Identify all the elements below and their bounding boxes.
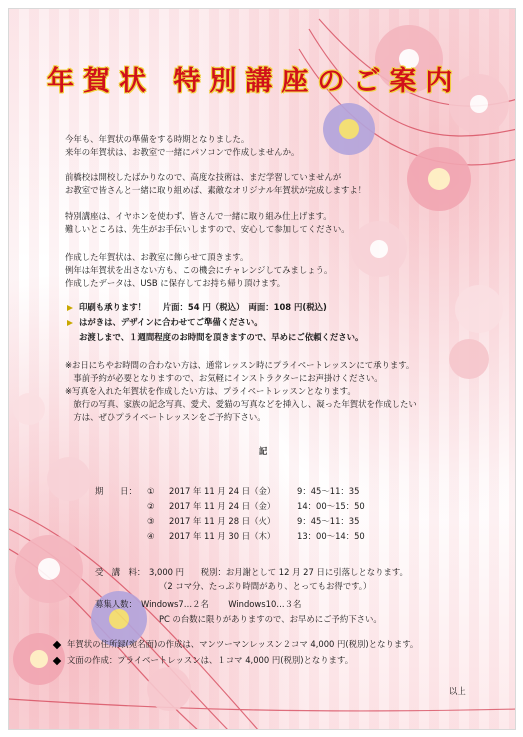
fee-label: 受 講 料：	[95, 567, 146, 577]
period-label: 期 日：	[95, 486, 137, 496]
schedule-num: ②	[147, 501, 155, 511]
schedule-time: 9：45～11：35	[297, 516, 360, 526]
schedule-num: ④	[147, 531, 155, 541]
intro-line-1: 今年も、年賀状の準備をする時期となりました。	[65, 134, 250, 144]
para3-line-1: 特別講座は、イヤホンを使わず、皆さんで一緒に取り組み仕上げます。	[65, 211, 332, 221]
footer-line-1: 年賀状の住所録(宛名面)の作成は、マンツーマンレッスン２コマ 4,000 円(税別)となります。	[67, 639, 419, 649]
schedule-date: 2017 年 11 月 24 日（金）	[169, 501, 276, 511]
bullet-arrow-icon	[67, 320, 73, 326]
page-title: 年賀状 特別講座のご案内	[47, 66, 462, 97]
bullet-arrow-icon	[67, 305, 73, 311]
fee-note: （2 コマ分、たっぷり時間があり、とってもお得です。）	[159, 581, 372, 591]
postcard-info-sub: お渡しまで、１週間程度のお時間を頂きますので、早めにご依頼ください。	[79, 332, 364, 342]
capacity-label: 募集人数：	[95, 599, 137, 609]
postcard-info: はがきは、デザインに合わせてご準備ください。	[79, 317, 263, 327]
fee-value: 3,000 円 税別：お月謝として 12 月 27 日に引落しとなります。	[149, 567, 408, 577]
note-line-4: 旅行の写真、家族の記念写真、愛犬、愛猫の写真などを挿入し、凝った年賀状を作成したい	[65, 399, 417, 409]
para4-line-3: 作成したデータは、USB に保存してお持ち帰り頂けます。	[65, 278, 286, 288]
schedule-num: ①	[147, 486, 155, 496]
note-line-1: ※お日にちやお時間の合わない方は、通常レッスン時にプライベートレッスンにて承ります。	[65, 360, 415, 370]
schedule-time: 13：00～14：50	[297, 531, 365, 541]
para4-line-1: 作成した年賀状は、お教室に飾らせて頂きます。	[65, 252, 249, 262]
schedule-date: 2017 年 11 月 28 日（火）	[169, 516, 276, 526]
note-line-5: 方は、ぜひプライベートレッスンをご予約下さい。	[65, 412, 266, 422]
schedule-time: 9：45～11：35	[297, 486, 360, 496]
para3-line-2: 難しいところは、先生がお手伝いしますので、安心して参加してください。	[65, 224, 350, 234]
ki-heading: 記	[258, 446, 268, 456]
diamond-bullet-icon	[53, 641, 61, 649]
note-line-2: 事前予約が必要となりますので、お気軽にインストラクターにお声掛けください。	[65, 373, 383, 383]
footer-line-2: 文面の作成：プライベートレッスンは、１コマ 4,000 円(税別)となります。	[67, 655, 354, 665]
capacity-value: Windows7…２名 Windows10…３名	[141, 599, 302, 609]
intro-line-2: 来年の年賀状は、お教室で一緒にパソコンで作成しませんか。	[65, 147, 300, 157]
para2-line-1: 前橋校は開校したばかりなので、高度な技術は、まだ学習していませんが	[65, 172, 342, 182]
para4-line-2: 例年は年賀状を出さない方も、この機会にチャレンジしてみましょう。	[65, 265, 333, 275]
capacity-note: PC の台数に限りがありますので、お早めにご予約下さい。	[159, 614, 382, 624]
schedule-date: 2017 年 11 月 24 日（金）	[169, 486, 276, 496]
note-line-3: ※写真を入れた年賀状を作成したい方は、プライベートレッスンとなります。	[65, 386, 356, 396]
schedule-time: 14：00～15：50	[297, 501, 365, 511]
print-info: 印刷も承ります！ 片面：54 円（税込） 両面：108 円(税込)	[79, 302, 327, 312]
schedule-date: 2017 年 11 月 30 日（木）	[169, 531, 276, 541]
closing-text: 以上	[449, 686, 466, 696]
diamond-bullet-icon	[53, 657, 61, 665]
para2-line-2: お教室で皆さんと一緒に取り組めば、素敵なオリジナル年賀状が完成しますよ！	[65, 185, 367, 195]
document-page	[8, 8, 516, 730]
schedule-num: ③	[147, 516, 155, 526]
